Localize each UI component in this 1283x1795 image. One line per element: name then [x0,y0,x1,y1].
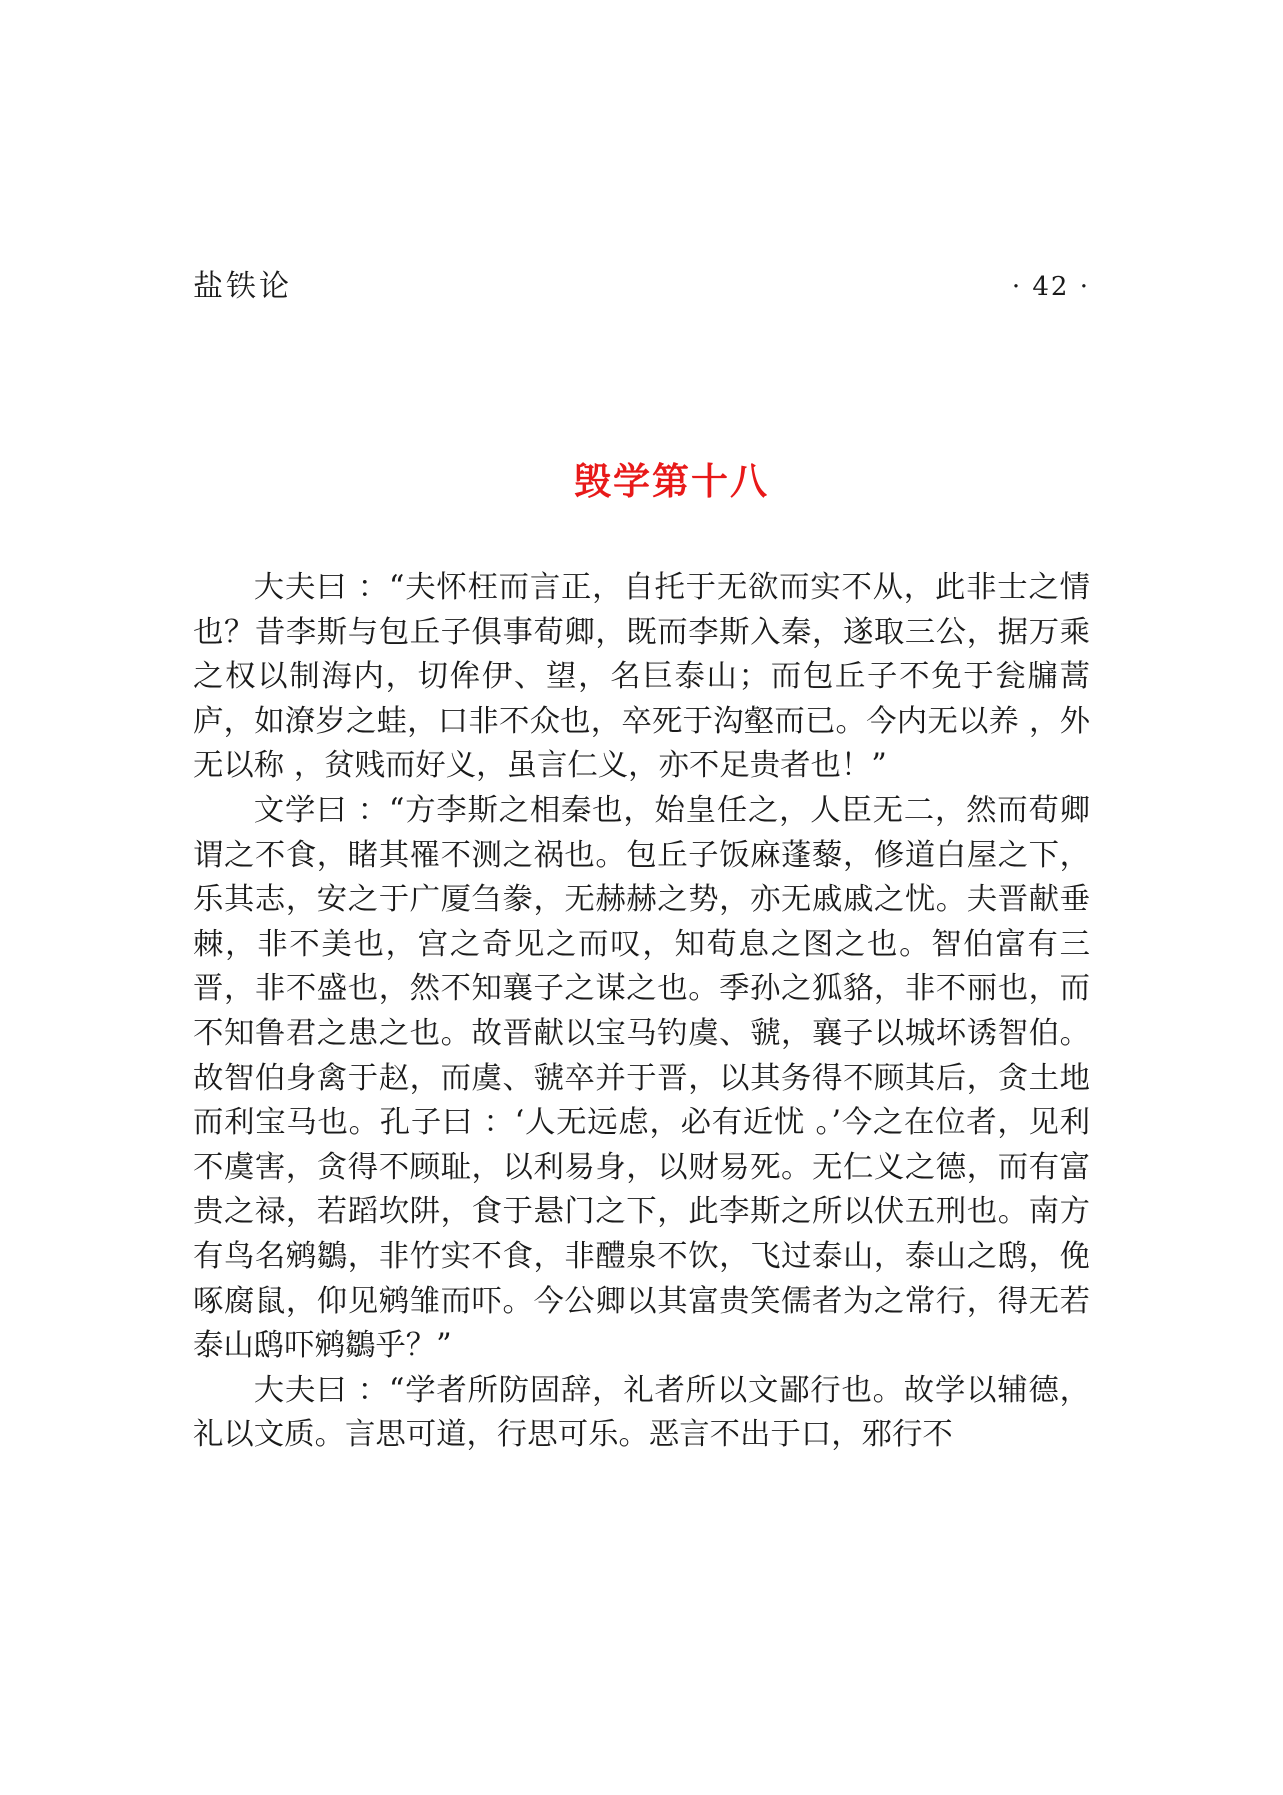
chapter-title: 毁学第十八 [574,460,769,503]
body-text [193,566,1090,1458]
book-title: 盐铁论 [193,269,292,304]
running-header [193,262,1090,312]
paragraph-dafu-2: 大夫曰 ：“学者所防固辞，礼者所以文鄙行也。故学以辅德，礼以文质。言思可道，行思可乐。恶言不出于口，邪行不 [193,1372,1090,1453]
page-number: · 42 · [1011,272,1090,302]
paragraph-dafu-1: 大夫曰 ：“夫怀枉而言正，自托于无欲而实不从，此非士之情也？昔李斯与包丘子俱事荀卿，既而李斯入秦，遂取三公，据万乘之权以制海内，切侔伊、望，名巨泰山；而包丘子不免于瓮牖蒿庐，如潦岁之蛙，口非不众也，卒死于沟壑而已。今内无以养 ，外无以称 ，贫贱而好义，虽言仁义，亦不足贵者也！” [193,570,1090,784]
paragraph-wenxue: 文学曰 ：“方李斯之相秦也，始皇任之，人臣无二，然而荀卿谓之不食，睹其罹不测之祸也。包丘子饭麻蓬藜，修道白屋之下，乐其志，安之于广厦刍豢，无赫赫之势，亦无戚戚之忧。夫晋献垂棘，非不美也，宫之奇见之而叹，知荀息之图之也。智伯富有三晋，非不盛也，然不知襄子之谋之也。季孙之狐貉，非不丽也，而不知鲁君之患之也。故晋献以宝马钓虞、虢，襄子以城坏诱智伯。故智伯身禽于赵，而虞、虢卒并于晋，以其务得不顾其后，贪土地而利宝马也。孔子曰 ：‘人无远虑，必有近忧 。’今之在位者，见利不虞害，贪得不顾耻，以利易身，以财易死。无仁义之德，而有富贵之禄，若蹈坎阱，食于悬门之下，此李斯之所以伏五刑也。南方有鸟名鹓鶵，非竹实不食，非醴泉不饮，飞过泰山，泰山之鸱，俛啄腐鼠，仰见鹓雏而吓。今公卿以其富贵笑儒者为之常行，得无若泰山鸱吓鹓鶵乎？” [193,792,1090,1364]
